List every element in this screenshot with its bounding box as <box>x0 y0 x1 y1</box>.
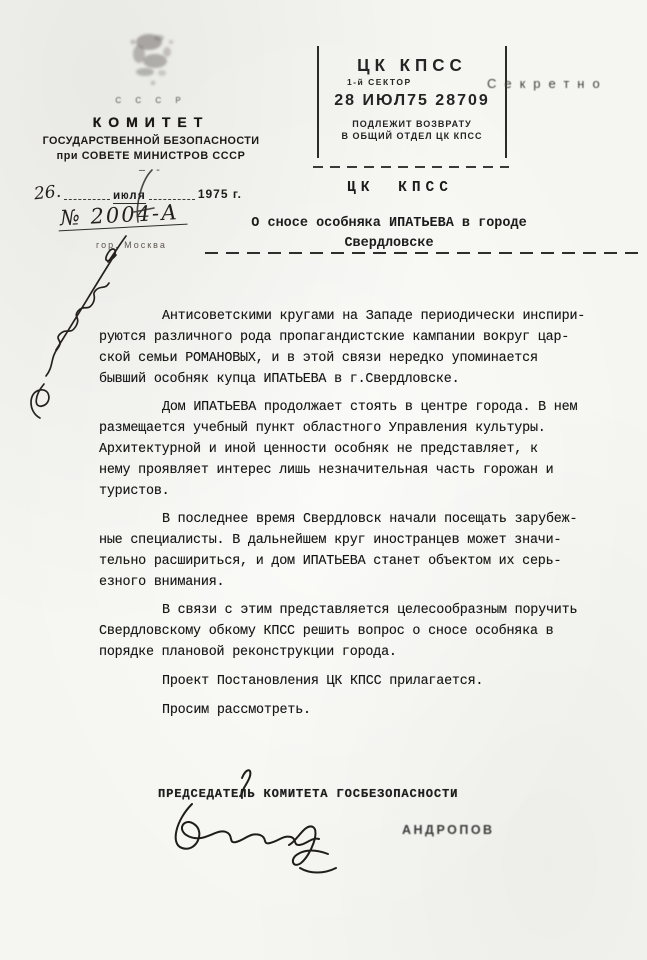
text-line: тельно расшириться, и дом ИПАТЬЕВА станет объектом их серь- <box>99 554 562 569</box>
stamp-sector: 1-й СЕКТОР <box>347 77 412 87</box>
letterhead-org-line2: ГОСУДАРСТВЕННОЙ БЕЗОПАСНОСТИ <box>42 134 260 148</box>
closing-line: Просим рассмотреть. <box>162 703 311 718</box>
handwritten-day: 26. <box>33 181 63 205</box>
date-blank-line <box>149 189 195 200</box>
letterhead-org-line3: при СОВЕТЕ МИНИСТРОВ СССР <box>56 150 246 162</box>
text-line: В связи с этим представляется целесообразным поручить <box>162 603 578 618</box>
paragraph <box>99 600 599 663</box>
addressee: ЦК КПСС <box>347 180 453 196</box>
stamp-return-note-line2: В ОБЩИЙ ОТДЕЛ ЦК КПСС <box>341 131 483 141</box>
text-line: размещается учебный пункт областного Управления культуры. <box>99 421 546 436</box>
paragraph <box>99 397 599 502</box>
text-line: бывший особняк купца ИПАТЬЕВА в г.Свердловске. <box>99 372 460 387</box>
stamp-org: ЦК КПСС <box>357 55 467 76</box>
date-blank-line <box>64 189 110 200</box>
text-line: ской семьи РОМАНОВЫХ, и в этой связи нередко упоминается <box>99 351 538 366</box>
typed-year: 1975 г. <box>197 187 242 201</box>
handwritten-document-number: № 2004-А <box>57 200 187 232</box>
text-line: Дом ИПАТЬЕВА продолжает стоять в центре города. В нем <box>162 400 578 415</box>
classification-label: Секретно <box>487 76 608 91</box>
typed-month: июля <box>113 189 146 203</box>
signature <box>140 760 390 875</box>
text-line: руются различного рода пропагандистские кампании вокруг цар- <box>99 330 570 345</box>
text-line: порядке плановой реконструкции города. <box>99 645 397 660</box>
text-line: Свердловскому обкому КПСС решить вопрос о сносе особняка в <box>99 624 554 639</box>
subject-underline <box>205 252 645 254</box>
text-line: нему проявляет интерес лишь незначительная часть горожан и <box>99 463 554 478</box>
stamp-return-note-line1: ПОДЛЕЖИТ ВОЗВРАТУ <box>352 119 472 129</box>
stamp-date-number: 28 ИЮЛ75 28709 <box>334 92 490 109</box>
text-line: Архитектурной и иной ценности особняк не представляет, к <box>99 442 538 457</box>
kgb-emblem-icon <box>115 28 187 94</box>
subject-line1: О сносе особняка ИПАТЬЕВА в городе <box>251 216 527 231</box>
closing-line: Проект Постановления ЦК КПСС прилагается. <box>162 674 484 689</box>
subject <box>203 214 575 254</box>
text-line: туристов. <box>99 484 170 499</box>
paragraph <box>99 509 599 593</box>
registration-stamp <box>317 46 507 158</box>
text-line: В последнее время Свердловск начали посещать зарубеж- <box>162 512 578 527</box>
paragraph <box>99 306 599 390</box>
text-line: Антисоветскими кругами на Западе периодически инспири- <box>162 309 586 324</box>
text-line: ные специалисты. В дальнейшем круг иностранцев может значи- <box>99 533 562 548</box>
text-line: езного внимания. <box>99 575 225 590</box>
signer-name: АНДРОПОВ <box>402 823 495 837</box>
date-line <box>34 183 242 203</box>
letterhead-org-line1: КОМИТЕТ <box>92 114 210 130</box>
letterhead-divider: — - <box>138 166 163 177</box>
document-body <box>99 306 599 721</box>
letterhead-ussr: С С С Р <box>115 96 187 105</box>
letterhead <box>32 28 270 177</box>
signer-title: ПРЕДСЕДАТЕЛЬ КОМИТЕТА ГОСБЕЗОПАСНОСТИ <box>158 787 459 801</box>
subject-line2: Свердловске <box>344 236 434 251</box>
letterhead-city: гор. Москва <box>96 240 167 250</box>
